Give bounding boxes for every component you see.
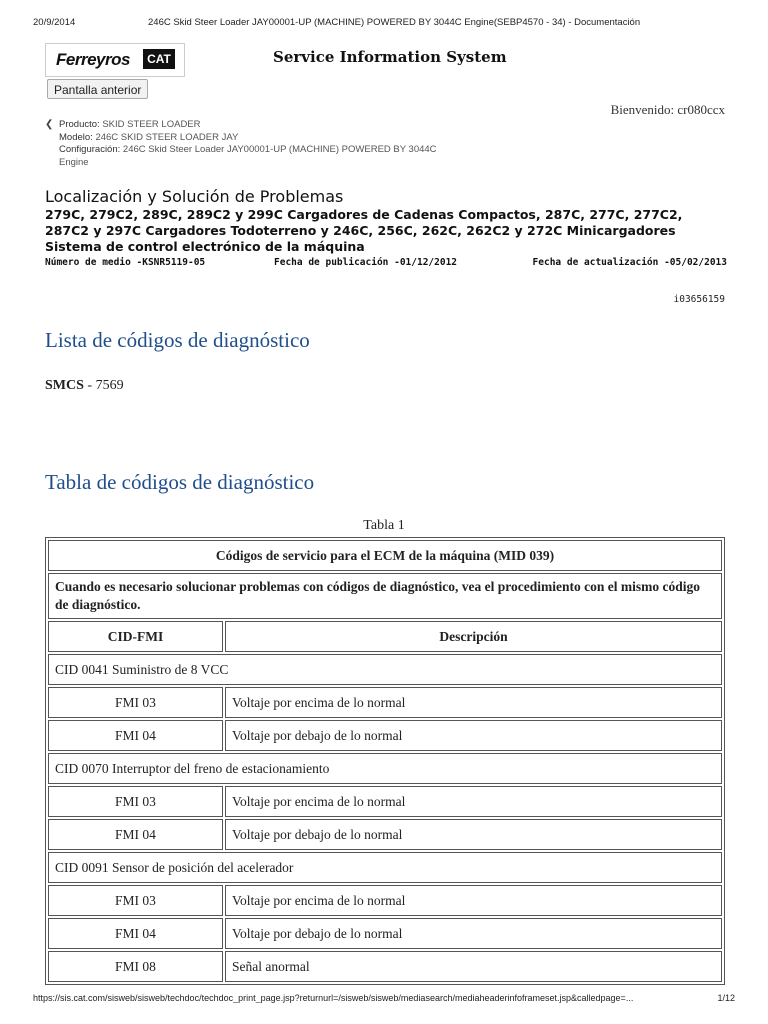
publication-date: Fecha de publicación -01/12/2012: [274, 257, 458, 268]
producto-label: Producto:: [59, 119, 100, 130]
print-url: https://sis.cat.com/sisweb/sisweb/techdoc/techdoc_print_page.jsp?returnurl=/sisweb/sisweb/mediasearch/mediaheaderinfoframeset.jsp&calledpage=...: [33, 993, 634, 1003]
fmi-cell: FMI 03: [48, 687, 223, 718]
table-row: [48, 918, 722, 949]
fmi-cell: FMI 04: [48, 918, 223, 949]
config-label: Configuración:: [59, 144, 121, 155]
document-header: [45, 187, 727, 255]
doc-subheading: 279C, 279C2, 289C, 289C2 y 299C Cargadores de Cadenas Compactos, 287C, 277C, 277C2, 287C2 y 297C Cargadores Todoterreno y 246C, 256C, 262C, 262C2 y 272C Minicargadores Sistema de control electrónico de la máquina: [45, 207, 683, 254]
collapse-chevron-icon[interactable]: ❮: [45, 119, 54, 130]
welcome-text: Bienvenido: cr080ccx: [610, 102, 725, 117]
app-title: Service Information System: [273, 48, 507, 66]
config-value: 246C Skid Steer Loader JAY00001-UP (MACHINE) POWERED BY 3044C Engine: [59, 144, 437, 168]
table-row: [48, 786, 722, 817]
smcs-value: 7569: [95, 378, 124, 393]
doc-heading: Localización y Solución de Problemas: [45, 187, 344, 206]
description-cell: Voltaje por encima de lo normal: [225, 885, 722, 916]
description-cell: Voltaje por debajo de lo normal: [225, 819, 722, 850]
update-date: Fecha de actualización -05/02/2013: [532, 257, 727, 268]
modelo-label: Modelo:: [59, 131, 93, 143]
meta-config: [45, 144, 465, 169]
cid-label: CID 0041 Suministro de 8 VCC: [48, 654, 722, 685]
page-number: 1/12: [717, 993, 735, 1003]
table-row: [48, 720, 722, 751]
table-header-row: [48, 621, 722, 652]
fmi-cell: FMI 04: [48, 819, 223, 850]
cid-label: CID 0091 Sensor de posición del acelerador: [48, 852, 722, 883]
table-note-row: [48, 573, 722, 619]
meta-modelo: [45, 132, 465, 145]
back-button[interactable]: Pantalla anterior: [47, 79, 148, 99]
cat-logo-icon: [143, 49, 175, 69]
table-row: [48, 951, 722, 982]
cid-group-row: [48, 654, 722, 685]
product-metadata: [45, 119, 465, 169]
description-cell: Señal anormal: [225, 951, 722, 982]
print-title: 246C Skid Steer Loader JAY00001-UP (MACHINE) POWERED BY 3044C Engine(SEBP4570 - 34) - Documentación: [148, 17, 641, 28]
fmi-cell: FMI 08: [48, 951, 223, 982]
section-title-table: Tabla de códigos de diagnóstico: [45, 470, 315, 494]
table-note: Cuando es necesario solucionar problemas con códigos de diagnóstico, vea el procedimiento con el mismo código de diagnóstico.: [48, 573, 722, 619]
description-cell: Voltaje por encima de lo normal: [225, 786, 722, 817]
producto-value: SKID STEER LOADER: [102, 119, 201, 130]
smcs-label: SMCS: [45, 378, 84, 393]
section-title-list: Lista de códigos de diagnóstico: [45, 328, 310, 352]
description-cell: Voltaje por encima de lo normal: [225, 687, 722, 718]
table-title-row: [48, 540, 722, 571]
table-title: Códigos de servicio para el ECM de la máquina (MID 039): [48, 540, 722, 571]
col-header-cid-fmi: CID-FMI: [48, 621, 223, 652]
cid-group-row: [48, 753, 722, 784]
description-cell: Voltaje por debajo de lo normal: [225, 720, 722, 751]
table-caption: Tabla 1: [363, 518, 405, 533]
description-cell: Voltaje por debajo de lo normal: [225, 918, 722, 949]
fmi-cell: FMI 03: [48, 885, 223, 916]
print-date: 20/9/2014: [33, 17, 76, 28]
modelo-value: 246C SKID STEER LOADER JAY: [95, 131, 239, 143]
cid-label: CID 0070 Interruptor del freno de estacionamiento: [48, 753, 722, 784]
table-row: [48, 885, 722, 916]
smcs-code: [45, 378, 124, 394]
fmi-cell: FMI 03: [48, 786, 223, 817]
table-row: [48, 687, 722, 718]
cid-group-row: [48, 852, 722, 883]
meta-producto: [45, 119, 465, 132]
fmi-cell: FMI 04: [48, 720, 223, 751]
table-row: [48, 819, 722, 850]
smcs-separator: -: [83, 378, 96, 393]
ferreyros-cat-logo: [45, 43, 185, 77]
diagnostic-codes-table: [45, 537, 725, 985]
logo-brand: Ferreyros: [56, 50, 130, 69]
image-id: i03656159: [673, 294, 725, 305]
logo-cat-text: CAT: [147, 52, 171, 66]
media-number: Número de medio -KSNR5119-05: [45, 257, 206, 268]
col-header-descripcion: Descripción: [225, 621, 722, 652]
